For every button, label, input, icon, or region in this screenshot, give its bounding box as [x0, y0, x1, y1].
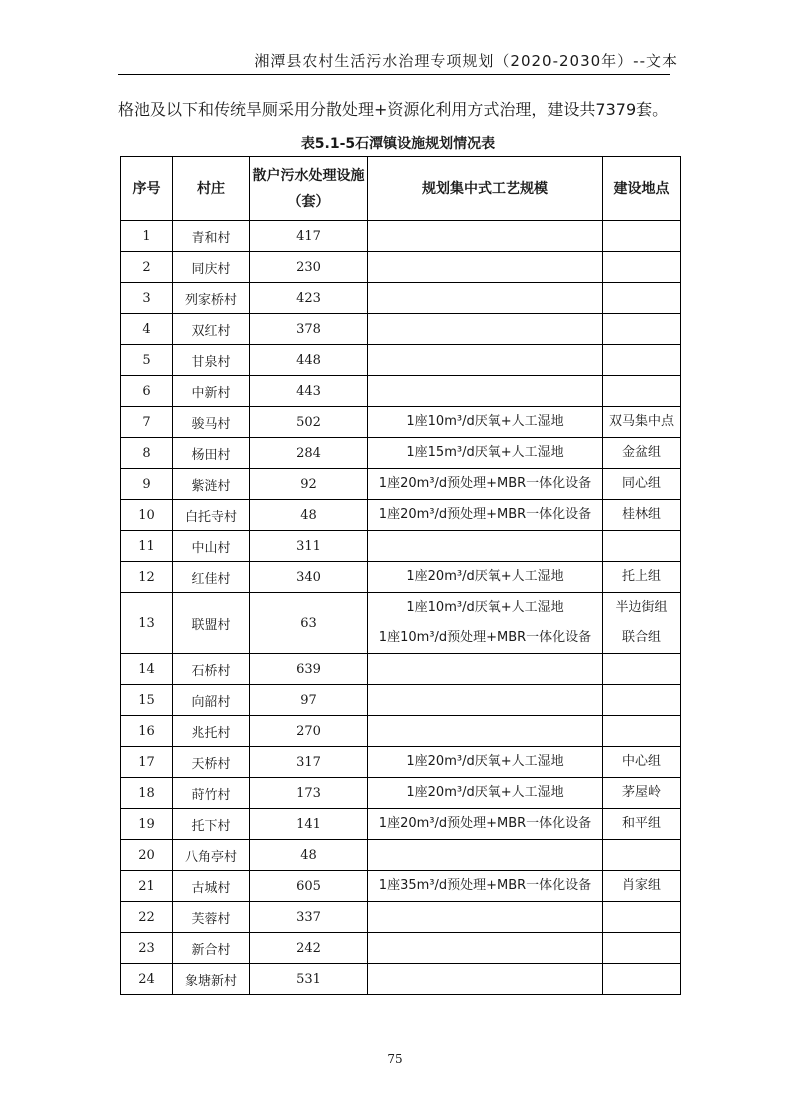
cell-site-line: 桂林组: [621, 507, 661, 522]
header-dispersed: [250, 157, 368, 221]
cell-dispersed: 448: [250, 345, 368, 376]
cell-no: 12: [121, 562, 173, 593]
header-dispersed-line2: （套）: [287, 193, 330, 210]
cell-scale-line: 1座15m³/d厌氧+人工湿地: [406, 445, 564, 460]
table-row: [121, 840, 681, 871]
cell-site-line: 金盆组: [621, 445, 661, 460]
cell-site: [603, 902, 681, 933]
cell-scale: [368, 531, 603, 562]
cell-scale: [368, 438, 603, 469]
facility-plan-table: [120, 156, 681, 995]
cell-scale-line: 1座20m³/d预处理+MBR一体化设备: [378, 507, 592, 522]
cell-no: 7: [121, 407, 173, 438]
cell-village: 新合村: [173, 933, 250, 964]
cell-village: 紫涟村: [173, 469, 250, 500]
cell-no: 16: [121, 716, 173, 747]
cell-scale: [368, 871, 603, 902]
cell-site: [603, 871, 681, 902]
table-row: [121, 933, 681, 964]
table-row: [121, 376, 681, 407]
cell-scale-line: 1座20m³/d厌氧+人工湿地: [406, 754, 564, 769]
table-row: [121, 902, 681, 933]
table-row: [121, 407, 681, 438]
cell-dispersed: 141: [250, 809, 368, 840]
table-header-row: [121, 157, 681, 221]
cell-scale: [368, 500, 603, 531]
cell-scale: [368, 221, 603, 252]
table-row: [121, 438, 681, 469]
cell-no: 19: [121, 809, 173, 840]
cell-scale-line: 1座20m³/d厌氧+人工湿地: [406, 785, 564, 800]
cell-scale: [368, 593, 603, 654]
cell-dispersed: 48: [250, 500, 368, 531]
cell-site: [603, 840, 681, 871]
cell-site: [603, 531, 681, 562]
table-row: [121, 314, 681, 345]
table-row: [121, 221, 681, 252]
cell-site: [603, 283, 681, 314]
table-body: [121, 221, 681, 995]
cell-site: [603, 376, 681, 407]
cell-scale: [368, 902, 603, 933]
cell-scale: [368, 562, 603, 593]
cell-scale-line: 1座35m³/d预处理+MBR一体化设备: [378, 878, 592, 893]
cell-dispersed: 317: [250, 747, 368, 778]
cell-dispersed: 270: [250, 716, 368, 747]
cell-site: [603, 593, 681, 654]
cell-dispersed: 242: [250, 933, 368, 964]
cell-village: 八角亭村: [173, 840, 250, 871]
cell-village: 杨田村: [173, 438, 250, 469]
header-dispersed-line1: 散户污水处理设施: [252, 167, 365, 184]
cell-scale: [368, 314, 603, 345]
cell-site: [603, 345, 681, 376]
cell-village: 中新村: [173, 376, 250, 407]
cell-site: [603, 685, 681, 716]
cell-no: 3: [121, 283, 173, 314]
cell-site-line: 双马集中点: [608, 414, 674, 429]
cell-scale: [368, 933, 603, 964]
header-village: 村庄: [173, 157, 250, 221]
cell-dispersed: 337: [250, 902, 368, 933]
cell-scale: [368, 407, 603, 438]
cell-no: 15: [121, 685, 173, 716]
table-row: [121, 809, 681, 840]
cell-dispersed: 639: [250, 654, 368, 685]
cell-village: 象塘新村: [173, 964, 250, 995]
cell-site-line: 茅屋岭: [621, 785, 661, 800]
cell-site-line: 半边街组: [615, 600, 668, 615]
cell-village: 甘泉村: [173, 345, 250, 376]
cell-village: 双红村: [173, 314, 250, 345]
cell-site: [603, 407, 681, 438]
cell-site: [603, 438, 681, 469]
cell-no: 8: [121, 438, 173, 469]
cell-no: 13: [121, 593, 173, 654]
cell-site: [603, 562, 681, 593]
cell-village: 联盟村: [173, 593, 250, 654]
cell-scale: [368, 716, 603, 747]
cell-scale: [368, 283, 603, 314]
cell-site: [603, 809, 681, 840]
cell-scale: [368, 747, 603, 778]
cell-village: 托下村: [173, 809, 250, 840]
cell-dispersed: 531: [250, 964, 368, 995]
cell-no: 14: [121, 654, 173, 685]
cell-dispersed: 230: [250, 252, 368, 283]
cell-village: 青和村: [173, 221, 250, 252]
cell-no: 1: [121, 221, 173, 252]
cell-site: [603, 221, 681, 252]
cell-no: 4: [121, 314, 173, 345]
cell-site: [603, 778, 681, 809]
cell-no: 23: [121, 933, 173, 964]
cell-village: 莳竹村: [173, 778, 250, 809]
table-row: [121, 964, 681, 995]
table-row: [121, 469, 681, 500]
table-row: [121, 345, 681, 376]
header-no: 序号: [121, 157, 173, 221]
cell-dispersed: 443: [250, 376, 368, 407]
cell-scale-line: 1座20m³/d预处理+MBR一体化设备: [378, 816, 592, 831]
cell-scale-line: 1座20m³/d预处理+MBR一体化设备: [378, 476, 592, 491]
cell-site: [603, 933, 681, 964]
cell-site-line: 和平组: [621, 816, 661, 831]
header-rule: [118, 74, 670, 75]
header-site: 建设地点: [603, 157, 681, 221]
table-row: [121, 871, 681, 902]
cell-no: 22: [121, 902, 173, 933]
cell-village: 向韶村: [173, 685, 250, 716]
cell-site: [603, 654, 681, 685]
cell-site: [603, 964, 681, 995]
cell-dispersed: 417: [250, 221, 368, 252]
table-row: [121, 531, 681, 562]
cell-no: 11: [121, 531, 173, 562]
cell-village: 兆托村: [173, 716, 250, 747]
cell-village: 芙蓉村: [173, 902, 250, 933]
cell-dispersed: 48: [250, 840, 368, 871]
cell-scale: [368, 376, 603, 407]
cell-no: 20: [121, 840, 173, 871]
page-number: 75: [387, 1052, 403, 1066]
cell-no: 18: [121, 778, 173, 809]
cell-dispersed: 340: [250, 562, 368, 593]
cell-scale: [368, 345, 603, 376]
table-row: [121, 716, 681, 747]
cell-site: [603, 500, 681, 531]
cell-village: 中山村: [173, 531, 250, 562]
cell-village: 红佳村: [173, 562, 250, 593]
cell-scale-line: 1座10m³/d预处理+MBR一体化设备: [378, 630, 592, 645]
table-row: [121, 654, 681, 685]
cell-no: 6: [121, 376, 173, 407]
cell-dispersed: 63: [250, 593, 368, 654]
cell-no: 9: [121, 469, 173, 500]
cell-dispersed: 284: [250, 438, 368, 469]
cell-no: 2: [121, 252, 173, 283]
cell-village: 同庆村: [173, 252, 250, 283]
cell-scale: [368, 685, 603, 716]
cell-site: [603, 716, 681, 747]
cell-village: 天桥村: [173, 747, 250, 778]
cell-scale-line: 1座20m³/d厌氧+人工湿地: [406, 569, 564, 584]
intro-paragraph: 格池及以下和传统旱厕采用分散处理+资源化利用方式治理，建设共7379套。: [118, 100, 669, 119]
cell-site: [603, 252, 681, 283]
cell-dispersed: 97: [250, 685, 368, 716]
cell-village: 石桥村: [173, 654, 250, 685]
cell-no: 17: [121, 747, 173, 778]
cell-no: 21: [121, 871, 173, 902]
cell-no: 24: [121, 964, 173, 995]
cell-no: 5: [121, 345, 173, 376]
cell-dispersed: 605: [250, 871, 368, 902]
table-caption: 表5.1-5石潭镇设施规划情况表: [300, 136, 496, 152]
table-row: [121, 778, 681, 809]
table-row: [121, 593, 681, 654]
cell-village: 列家桥村: [173, 283, 250, 314]
header-scale: 规划集中式工艺规模: [368, 157, 603, 221]
table-row: [121, 252, 681, 283]
cell-site: [603, 747, 681, 778]
cell-dispersed: 423: [250, 283, 368, 314]
cell-village: 古城村: [173, 871, 250, 902]
cell-site-line: 同心组: [621, 476, 661, 491]
table-row: [121, 500, 681, 531]
cell-site: [603, 314, 681, 345]
table-row: [121, 747, 681, 778]
table-row: [121, 685, 681, 716]
cell-scale: [368, 809, 603, 840]
cell-no: 10: [121, 500, 173, 531]
cell-dispersed: 92: [250, 469, 368, 500]
cell-site-line: 中心组: [621, 754, 661, 769]
table-row: [121, 562, 681, 593]
cell-site-line: 托上组: [621, 569, 661, 584]
cell-dispersed: 311: [250, 531, 368, 562]
cell-dispersed: 502: [250, 407, 368, 438]
cell-scale: [368, 654, 603, 685]
table-row: [121, 283, 681, 314]
cell-dispersed: 173: [250, 778, 368, 809]
cell-scale: [368, 964, 603, 995]
cell-dispersed: 378: [250, 314, 368, 345]
cell-village: 白托寺村: [173, 500, 250, 531]
cell-scale-line: 1座10m³/d厌氧+人工湿地: [406, 600, 564, 615]
cell-scale: [368, 778, 603, 809]
cell-site-line: 联合组: [621, 630, 661, 645]
cell-site-line: 肖家组: [621, 878, 661, 893]
cell-scale: [368, 840, 603, 871]
running-header: 湘潭县农村生活污水治理专项规划（2020-2030年）--文本: [254, 52, 678, 70]
cell-scale: [368, 252, 603, 283]
cell-village: 骏马村: [173, 407, 250, 438]
cell-scale-line: 1座10m³/d厌氧+人工湿地: [406, 414, 564, 429]
cell-scale: [368, 469, 603, 500]
cell-site: [603, 469, 681, 500]
